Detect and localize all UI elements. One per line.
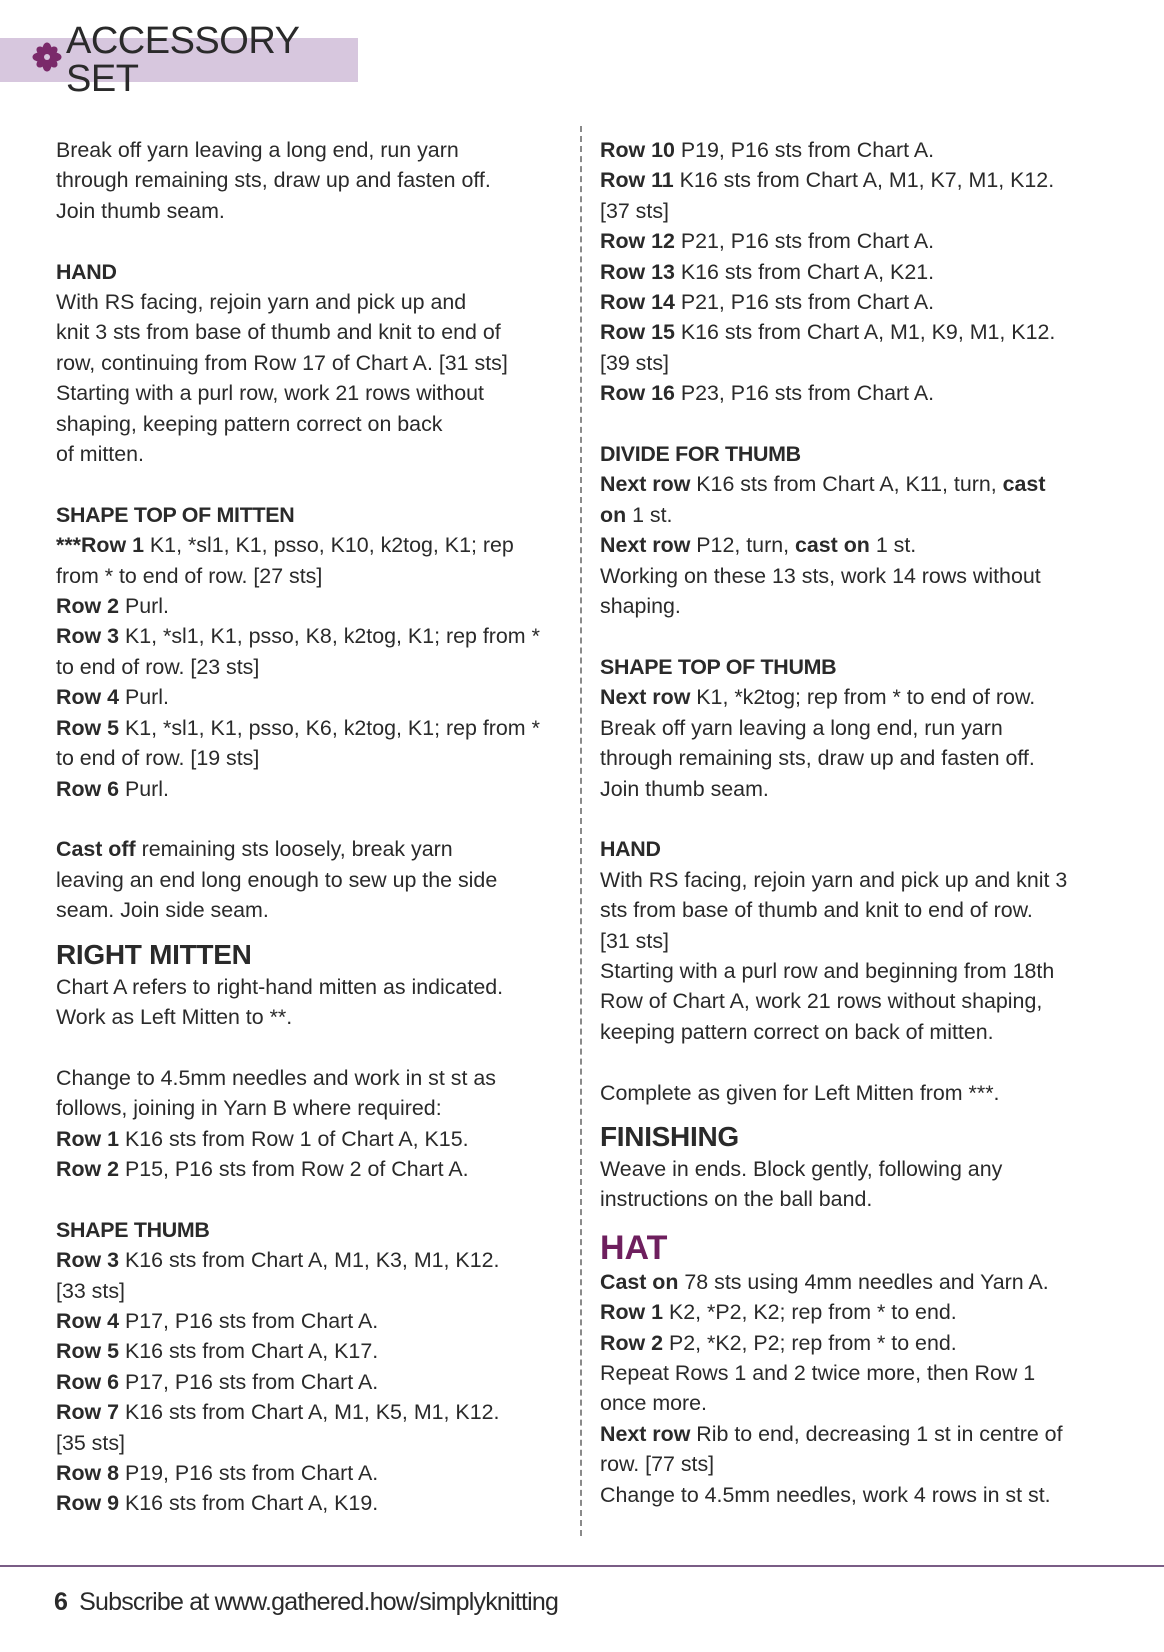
subscribe-link[interactable]: Subscribe at www.gathered.how/simplyknitting	[79, 1588, 559, 1616]
footer	[54, 1587, 558, 1617]
text-line: With RS facing, rejoin yarn and pick up and knit 3	[600, 867, 1068, 892]
row-instruction: Row 10 P19, P16 sts from Chart A.	[600, 138, 935, 162]
row-label: Row 5	[56, 715, 119, 740]
row-instruction: Row 6 P17, P16 sts from Chart A.	[56, 1369, 379, 1394]
row-label: Row 2	[600, 1330, 663, 1355]
section-heading: HAND	[600, 837, 661, 862]
row-label: Row 3	[56, 1248, 119, 1273]
section-heading: SHAPE TOP OF MITTEN	[56, 502, 295, 527]
footer-rule	[0, 1565, 1164, 1567]
column-divider	[580, 126, 582, 1536]
text-line: Working on these 13 sts, work 14 rows without	[600, 563, 1041, 588]
row-label: Row 4	[56, 1308, 119, 1333]
text-line: on 1 st.	[600, 502, 673, 527]
text-line: seam. Join side seam.	[56, 898, 269, 923]
text-line: Join thumb seam.	[600, 776, 769, 801]
row-instruction: Row 9 K16 sts from Chart A, K19.	[56, 1491, 379, 1516]
row-label: Row 6	[56, 1369, 119, 1394]
row-instruction: Row 3 K16 sts from Chart A, M1, K3, M1, K12.	[56, 1248, 500, 1273]
row-label: Next row	[600, 1421, 691, 1446]
row-instruction: Next row P12, turn, cast on 1 st.	[600, 533, 917, 558]
text-line: Repeat Rows 1 and 2 twice more, then Row 1	[600, 1360, 1036, 1385]
section-heading: SHAPE THUMB	[56, 1217, 210, 1242]
section-heading: SHAPE TOP OF THUMB	[600, 654, 837, 679]
row-label: Cast off	[56, 837, 136, 862]
row-label: Next row	[600, 685, 691, 710]
text-line: instructions on the ball band.	[600, 1187, 873, 1212]
text-line: [39 sts]	[600, 350, 669, 375]
row-instruction: Row 14 P21, P16 sts from Chart A.	[600, 290, 935, 315]
text-line: through remaining sts, draw up and fasten off.	[600, 746, 1035, 771]
row-label: ***Row 1	[56, 533, 144, 558]
row-instruction: Next row Rib to end, decreasing 1 st in centre of	[600, 1421, 1063, 1446]
row-label: Next row	[600, 472, 691, 497]
text-line: leaving an end long enough to sew up the side	[56, 867, 498, 892]
row-label: Row 2	[56, 1156, 119, 1181]
text-line: from * to end of row. [27 sts]	[56, 563, 323, 588]
row-instruction: Row 5 K1, *sl1, K1, psso, K6, k2tog, K1; rep from *	[56, 715, 540, 740]
page-number: 6	[54, 1588, 68, 1616]
row-instruction: Row 3 K1, *sl1, K1, psso, K8, k2tog, K1; rep from *	[56, 624, 540, 649]
row-label: Row 3	[56, 624, 119, 649]
text-line: Change to 4.5mm needles and work in st st as	[56, 1065, 496, 1090]
hat-heading: HAT	[600, 1228, 668, 1267]
text-line: through remaining sts, draw up and fasten off.	[56, 168, 491, 193]
row-label: Row 2	[56, 594, 119, 619]
text-line: row, continuing from Row 17 of Chart A. [31 sts]	[56, 350, 508, 375]
text-line: Starting with a purl row, work 21 rows without	[56, 381, 484, 406]
row-label: Row 5	[56, 1339, 119, 1364]
text-line: [35 sts]	[56, 1430, 125, 1455]
row-instruction: Row 7 K16 sts from Chart A, M1, K5, M1, K12.	[56, 1400, 500, 1425]
flower-icon	[32, 42, 62, 78]
text-line: once more.	[600, 1391, 708, 1416]
row-label: Row 10	[600, 138, 675, 162]
text-line: Weave in ends. Block gently, following any	[600, 1156, 1003, 1181]
left-column	[56, 135, 556, 1519]
text-line: Join thumb seam.	[56, 198, 225, 223]
row-instruction: Row 6 Purl.	[56, 776, 169, 801]
row-instruction: Row 12 P21, P16 sts from Chart A.	[600, 229, 935, 254]
text-line: Chart A refers to right-hand mitten as indicated.	[56, 974, 504, 999]
row-instruction: Row 15 K16 sts from Chart A, M1, K9, M1, K12.	[600, 320, 1056, 345]
row-instruction: Cast on 78 sts using 4mm needles and Yarn A.	[600, 1269, 1049, 1294]
text-line: With RS facing, rejoin yarn and pick up and	[56, 290, 467, 315]
row-instruction: Row 8 P19, P16 sts from Chart A.	[56, 1460, 379, 1485]
text-line: sts from base of thumb and knit to end of row.	[600, 898, 1033, 923]
row-instruction: Row 4 Purl.	[56, 685, 169, 710]
row-instruction: ***Row 1 K1, *sl1, K1, psso, K10, k2tog, K1; rep	[56, 533, 514, 558]
text-line: of mitten.	[56, 442, 144, 467]
section-heading-large: FINISHING	[600, 1120, 739, 1152]
text-line: [33 sts]	[56, 1278, 125, 1303]
text-line: keeping pattern correct on back of mitten.	[600, 1019, 994, 1044]
section-heading: HAND	[56, 259, 117, 284]
section-header	[0, 20, 358, 100]
text-line: shaping, keeping pattern correct on back	[56, 411, 443, 436]
row-instruction: Row 2 Purl.	[56, 594, 169, 619]
row-instruction: Row 2 P2, *K2, P2; rep from * to end.	[600, 1330, 957, 1355]
row-instruction: Row 1 K2, *P2, K2; rep from * to end.	[600, 1300, 957, 1325]
row-instruction: Next row K1, *k2tog; rep from * to end of row.	[600, 685, 1036, 710]
text-line: shaping.	[600, 594, 681, 619]
section-heading: DIVIDE FOR THUMB	[600, 442, 801, 467]
row-instruction: Row 2 P15, P16 sts from Row 2 of Chart A.	[56, 1156, 469, 1181]
flower-icon-svg	[32, 42, 62, 72]
text-line: Complete as given for Left Mitten from ***.	[600, 1080, 1000, 1105]
text-line: to end of row. [23 sts]	[56, 654, 260, 679]
text-line: follows, joining in Yarn B where required:	[56, 1096, 442, 1121]
text-line: to end of row. [19 sts]	[56, 746, 260, 771]
row-label: Row 12	[600, 229, 675, 254]
row-label: Row 6	[56, 776, 119, 801]
text-line: Change to 4.5mm needles, work 4 rows in st st.	[600, 1482, 1051, 1507]
row-label: Row 11	[600, 168, 674, 193]
text-line: knit 3 sts from base of thumb and knit to end of	[56, 320, 501, 345]
row-label: Row 16	[600, 381, 675, 406]
text-line: Starting with a purl row and beginning from 18th	[600, 958, 1055, 983]
row-label: Row 8	[56, 1460, 119, 1485]
row-label: Row 9	[56, 1491, 119, 1516]
text-line: row. [77 sts]	[600, 1452, 715, 1477]
text-line: Work as Left Mitten to **.	[56, 1004, 293, 1029]
row-label: Row 7	[56, 1400, 119, 1425]
row-label: Row 1	[56, 1126, 119, 1151]
text-line: [37 sts]	[600, 198, 669, 223]
row-label: Row 14	[600, 290, 675, 315]
row-label: Next row	[600, 533, 691, 558]
row-label: Row 1	[600, 1300, 663, 1325]
row-label: Cast on	[600, 1269, 679, 1294]
row-label: Row 15	[600, 320, 675, 345]
section-heading-large: RIGHT MITTEN	[56, 938, 252, 970]
text-line: Break off yarn leaving a long end, run yarn	[600, 715, 1003, 740]
header-title: ACCESSORY SET	[66, 20, 299, 100]
row-instruction: Row 5 K16 sts from Chart A, K17.	[56, 1339, 379, 1364]
row-instruction: Row 11 K16 sts from Chart A, M1, K7, M1, K12.	[600, 168, 1055, 193]
text-line: [31 sts]	[600, 928, 669, 953]
row-instruction: Row 16 P23, P16 sts from Chart A.	[600, 381, 935, 406]
row-instruction: Row 1 K16 sts from Row 1 of Chart A, K15.	[56, 1126, 469, 1151]
row-instruction: Row 13 K16 sts from Chart A, K21.	[600, 259, 935, 284]
row-instruction: Row 4 P17, P16 sts from Chart A.	[56, 1308, 379, 1333]
row-label: Row 4	[56, 685, 119, 710]
row-instruction: Next row K16 sts from Chart A, K11, turn, cast	[600, 472, 1046, 497]
right-column	[600, 135, 1120, 1510]
text-line: Break off yarn leaving a long end, run yarn	[56, 138, 459, 162]
row-label: Row 13	[600, 259, 675, 284]
row-instruction: Cast off remaining sts loosely, break yarn	[56, 837, 453, 862]
text-line: Row of Chart A, work 21 rows without shaping,	[600, 989, 1043, 1014]
